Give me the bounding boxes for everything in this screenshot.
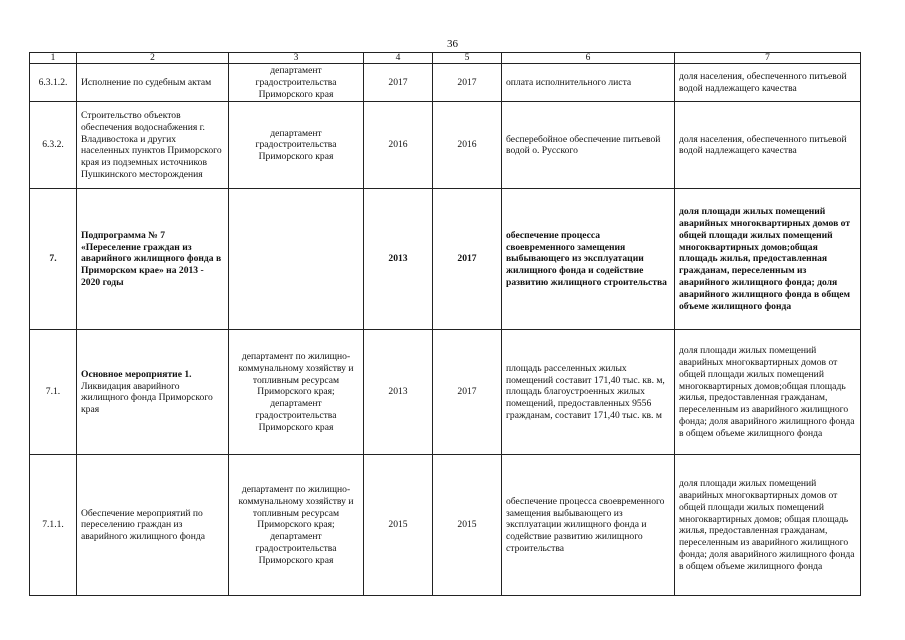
row-number: 7.1. bbox=[30, 330, 77, 455]
row-number: 6.3.2. bbox=[30, 102, 77, 189]
row-number: 6.3.1.2. bbox=[30, 64, 77, 102]
row-number: 7.1.1. bbox=[30, 455, 77, 596]
table-row bbox=[30, 455, 861, 596]
end-year: 2017 bbox=[433, 330, 502, 455]
start-year: 2016 bbox=[364, 102, 433, 189]
column-number-header: 2 bbox=[77, 53, 229, 64]
indicator: доля площади жилых помещений аварийных многоквартирных домов от общей площади жилых помещений многоквартирных домов; общая площадь жилья, предоставленная гражданам, переселенным из аварийного жилищного фонда; доля аварийного жилищного фонда в общем объеме жилищного фонда bbox=[675, 455, 861, 596]
column-number-header: 3 bbox=[229, 53, 364, 64]
column-number-header: 7 bbox=[675, 53, 861, 64]
main-activity-label: Основное мероприятие 1. bbox=[81, 368, 192, 380]
table-row bbox=[30, 330, 861, 455]
start-year: 2013 bbox=[364, 330, 433, 455]
indicator: доля населения, обеспеченного питьевой водой надлежащего качества bbox=[675, 102, 861, 189]
executor: департамент по жилищно-коммунальному хозяйству и топливным ресурсам Приморского края; департамент градостроительства Приморского края bbox=[229, 330, 364, 455]
table-row bbox=[30, 64, 861, 102]
activity-name: Ликвидация аварийного жилищного фонда Приморского края bbox=[81, 380, 213, 416]
expected-result: обеспечение процесса своевременного замещения выбывающего из эксплуатации жилищного фонда и содействие развитию жилищного строительства bbox=[502, 189, 675, 330]
activity-name: Строительство объектов обеспечения водоснабжения г. Владивостока и других населенных пунктов Приморского края из подземных источников Пушкинского месторождения bbox=[77, 102, 229, 189]
column-number-header: 1 bbox=[30, 53, 77, 64]
activity-name: Обеспечение мероприятий по переселению граждан из аварийного жилищного фонда bbox=[77, 455, 229, 596]
table-row bbox=[30, 102, 861, 189]
column-number-header: 5 bbox=[433, 53, 502, 64]
executor bbox=[229, 189, 364, 330]
table-row bbox=[30, 189, 861, 330]
activity-name-cell bbox=[77, 330, 229, 455]
row-number: 7. bbox=[30, 189, 77, 330]
end-year: 2016 bbox=[433, 102, 502, 189]
page-number: 36 bbox=[447, 38, 458, 50]
subprogram-name: Подпрограмма № 7 «Переселение граждан из аварийного жилищного фонда в Приморском крае» на 2013 - 2020 годы bbox=[77, 189, 229, 330]
column-number-header: 6 bbox=[502, 53, 675, 64]
executor: департамент по жилищно-коммунальному хозяйству и топливным ресурсам Приморского края; департамент градостроительства Приморского края bbox=[229, 455, 364, 596]
indicator: доля площади жилых помещений аварийных многоквартирных домов от общей площади жилых помещений многоквартирных домов;общая площадь жилья, предоставленная гражданам, переселенным из аварийного жилищного фонда; доля аварийного жилищного фонда в общем объеме жилищного фонда bbox=[675, 330, 861, 455]
end-year: 2017 bbox=[433, 64, 502, 102]
expected-result: оплата исполнительного листа bbox=[502, 64, 675, 102]
activity-name: Исполнение по судебным актам bbox=[77, 64, 229, 102]
program-table bbox=[29, 52, 861, 596]
start-year: 2015 bbox=[364, 455, 433, 596]
table-header-row bbox=[30, 53, 861, 64]
start-year: 2017 bbox=[364, 64, 433, 102]
expected-result: бесперебойное обеспечение питьевой водой о. Русского bbox=[502, 102, 675, 189]
executor: департамент градостроительства Приморского края bbox=[229, 64, 364, 102]
start-year: 2013 bbox=[364, 189, 433, 330]
column-number-header: 4 bbox=[364, 53, 433, 64]
expected-result: обеспечение процесса своевременного замещения выбывающего из эксплуатации жилищного фонда и содействие развитию жилищного строительства bbox=[502, 455, 675, 596]
expected-result: площадь расселенных жилых помещений составит 171,40 тыс. кв. м, площадь благоустроенных жилых помещений, предоставленных 9556 гражданам, составит 171,40 тыс. кв. м bbox=[502, 330, 675, 455]
indicator: доля населения, обеспеченного питьевой водой надлежащего качества bbox=[675, 64, 861, 102]
end-year: 2015 bbox=[433, 455, 502, 596]
executor: департамент градостроительства Приморского края bbox=[229, 102, 364, 189]
indicator: доля площади жилых помещений аварийных многоквартирных домов от общей площади жилых помещений многоквартирных домов;общая площадь жилья, предоставленная гражданам, переселенным из аварийного жилищного фонда; доля аварийного жилищного фонда в общем объеме жилищного фонда bbox=[675, 189, 861, 330]
end-year: 2017 bbox=[433, 189, 502, 330]
